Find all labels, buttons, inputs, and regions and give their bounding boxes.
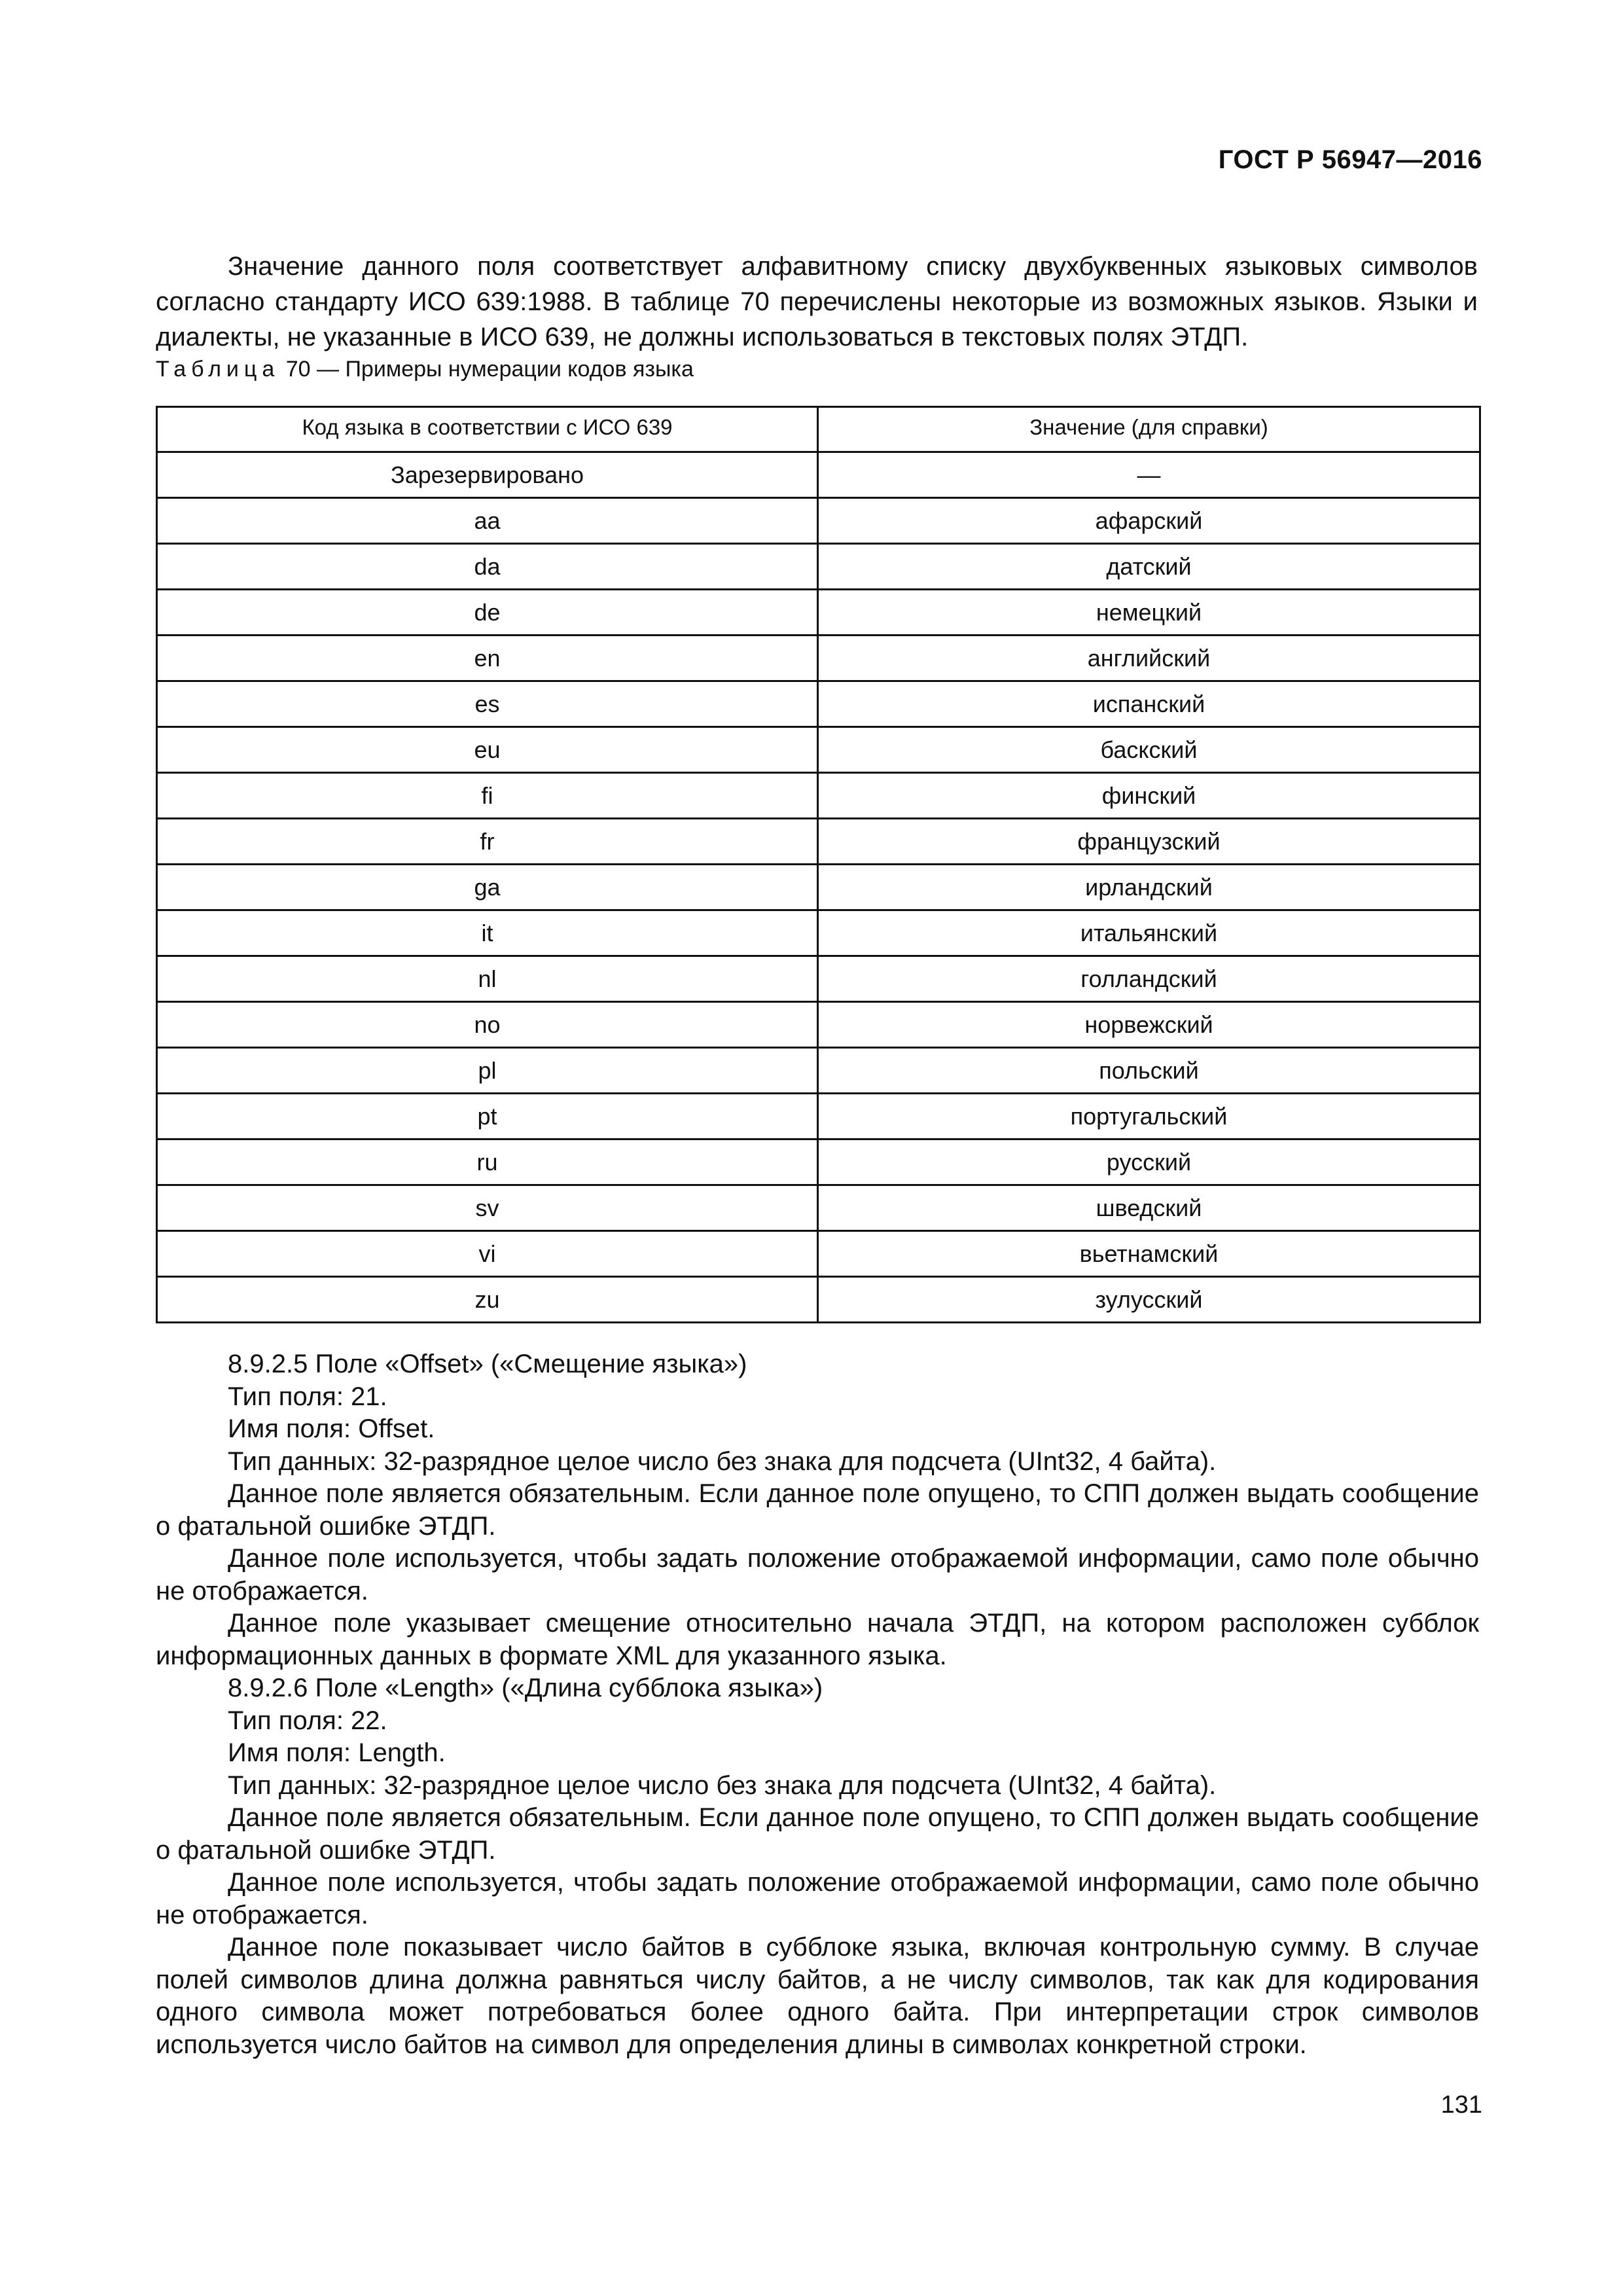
table-row <box>157 1139 1480 1185</box>
body-paragraph: Данное поле является обязательным. Если данное поле опущено, то СПП должен выдать сообщение о фатальной ошибке ЭТДП. <box>156 1479 1479 1541</box>
body-paragraph: Имя поля: Length. <box>228 1738 446 1767</box>
body-paragraph: Данное поле используется, чтобы задать положение отображаемой информации, само поле обычно не отображается. <box>156 1544 1479 1605</box>
language-code-cell: nl <box>157 956 818 1002</box>
table-row <box>157 773 1480 819</box>
language-code-cell: de <box>157 590 818 636</box>
language-code-cell: vi <box>157 1231 818 1277</box>
language-name-cell: испанский <box>818 681 1480 727</box>
language-name-cell: итальянский <box>818 910 1480 956</box>
table-row <box>157 819 1480 865</box>
table-row <box>157 1094 1480 1139</box>
header-double-rule <box>157 447 1480 452</box>
language-name-cell: норвежский <box>818 1002 1480 1048</box>
language-code-cell: it <box>157 910 818 956</box>
intro-paragraph: Значение данного поля соответствует алфавитному списку двухбуквенных языковых символов согласно стандарту ИСО 639:1988. В таблице 70 перечислены некоторые из возможных языков. Языки и диалекты, не указанные в ИСО 639, не должны использоваться в текстовых полях ЭТДП. <box>156 252 1478 351</box>
language-name-cell: английский <box>818 636 1480 681</box>
language-name-cell: ирландский <box>818 865 1480 910</box>
language-code-cell: pl <box>157 1048 818 1094</box>
body-paragraph: Тип данных: 32-разрядное целое число без знака для подсчета (UInt32, 4 байта). <box>228 1770 1217 1800</box>
body-paragraph: 8.9.2.5 Поле «Offset» («Смещение языка») <box>228 1350 747 1378</box>
language-code-cell: eu <box>157 727 818 773</box>
body-paragraph: Данное поле указывает смещение относительно начала ЭТДП, на котором расположен субблок информационных данных в формате XML для указанного языка. <box>156 1609 1479 1670</box>
language-name-cell: баскский <box>818 727 1480 773</box>
body-paragraph: Данное поле показывает число байтов в субблоке языка, включая контрольную сумму. В случае полей символов длина должна равняться числу байтов, а не числу символов, так как для кодирования одного символа может потребоваться более одного байта. При интерпретации строк символов используется число байтов на символ для определения длины в символах конкретной строки. <box>156 1933 1479 2059</box>
document-id-header: ГОСТ Р 56947—2016 <box>1218 145 1482 174</box>
language-code-cell: zu <box>157 1277 818 1323</box>
language-name-cell: португальский <box>818 1094 1480 1139</box>
language-name-cell: польский <box>818 1048 1480 1094</box>
body-paragraph: Имя поля: Offset. <box>228 1414 435 1443</box>
body-text <box>156 1348 1479 2061</box>
table-row <box>157 590 1480 636</box>
table-row <box>157 452 1480 498</box>
table-row <box>157 910 1480 956</box>
language-code-cell: ga <box>157 865 818 910</box>
language-code-cell: aa <box>157 498 818 544</box>
language-code-cell: no <box>157 1002 818 1048</box>
language-code-cell: fi <box>157 773 818 819</box>
body-paragraph: Тип поля: 22. <box>228 1706 387 1735</box>
language-name-cell: вьетнамский <box>818 1231 1480 1277</box>
table-row <box>157 1048 1480 1094</box>
column-header-meaning: Значение (для справки) <box>818 407 1480 448</box>
table-row <box>157 956 1480 1002</box>
language-name-cell: немецкий <box>818 590 1480 636</box>
language-code-cell: ru <box>157 1139 818 1185</box>
language-codes-table <box>156 406 1481 1323</box>
language-name-cell: датский <box>818 544 1480 590</box>
table-row <box>157 681 1480 727</box>
language-code-cell: sv <box>157 1185 818 1231</box>
table-caption-label: Таблица <box>156 357 280 382</box>
language-code-cell: fr <box>157 819 818 865</box>
language-code-cell: en <box>157 636 818 681</box>
language-name-cell: зулусский <box>818 1277 1480 1323</box>
table-row <box>157 1231 1480 1277</box>
language-code-cell: pt <box>157 1094 818 1139</box>
table-row <box>157 727 1480 773</box>
table-caption <box>156 357 694 382</box>
language-name-cell: голландский <box>818 956 1480 1002</box>
table-row <box>157 498 1480 544</box>
table-row <box>157 1277 1480 1323</box>
language-code-cell: es <box>157 681 818 727</box>
page-number: 131 <box>1440 2091 1482 2119</box>
table-row <box>157 544 1480 590</box>
column-header-code: Код языка в соответствии с ИСО 639 <box>157 407 818 448</box>
language-name-cell: русский <box>818 1139 1480 1185</box>
language-name-cell: афарский <box>818 498 1480 544</box>
body-paragraph: Данное поле является обязательным. Если данное поле опущено, то СПП должен выдать сообщение о фатальной ошибке ЭТДП. <box>156 1803 1479 1865</box>
table-body <box>157 447 1480 1323</box>
table-row <box>157 1002 1480 1048</box>
language-name-cell: шведский <box>818 1185 1480 1231</box>
table-caption-title: 70 — Примеры нумерации кодов языка <box>285 357 694 382</box>
body-paragraph: 8.9.2.6 Поле «Length» («Длина субблока языка») <box>228 1674 823 1702</box>
language-code-cell: da <box>157 544 818 590</box>
table-row <box>157 1185 1480 1231</box>
table-header-row <box>157 407 1480 448</box>
table-row <box>157 865 1480 910</box>
body-paragraph: Тип поля: 21. <box>228 1382 387 1411</box>
language-name-cell: финский <box>818 773 1480 819</box>
language-name-cell: французский <box>818 819 1480 865</box>
body-paragraph: Тип данных: 32-разрядное целое число без знака для подсчета (UInt32, 4 байта). <box>228 1446 1217 1476</box>
language-code-cell: Зарезервировано <box>157 452 818 498</box>
body-paragraph: Данное поле используется, чтобы задать положение отображаемой информации, само поле обычно не отображается. <box>156 1868 1479 1929</box>
table-row <box>157 636 1480 681</box>
language-name-cell: — <box>818 452 1480 498</box>
